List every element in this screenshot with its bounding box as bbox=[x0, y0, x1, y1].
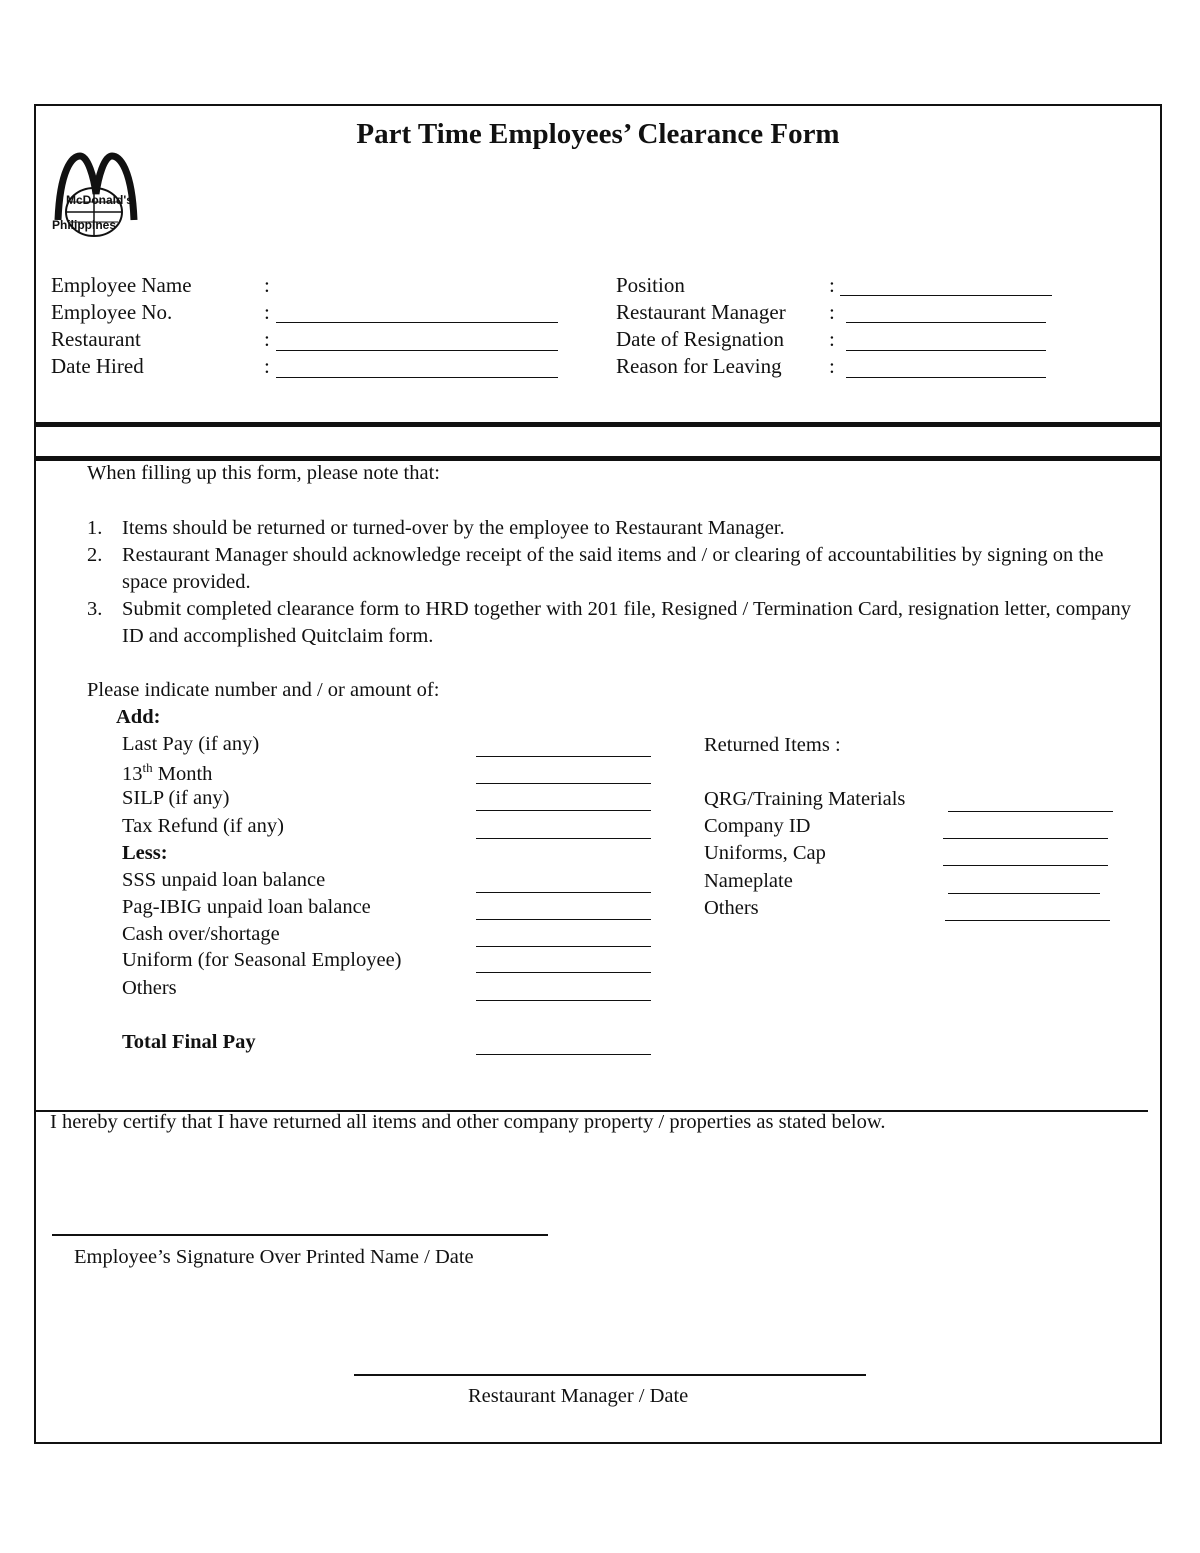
silp-field[interactable] bbox=[476, 810, 651, 811]
employee-no-field[interactable] bbox=[276, 322, 558, 323]
instruction-item: 1. Items should be returned or turned-over by the employee to Restaurant Manager. bbox=[87, 517, 785, 539]
position-colon: : bbox=[829, 273, 835, 297]
last-pay-field[interactable] bbox=[476, 756, 651, 757]
silp-label: SILP (if any) bbox=[122, 787, 230, 809]
returned-others-field[interactable] bbox=[945, 920, 1110, 921]
reason-for-leaving-colon: : bbox=[829, 354, 835, 378]
instructions-intro: When filling up this form, please note that: bbox=[87, 462, 440, 484]
amount-prompt: Please indicate number and / or amount of: bbox=[87, 679, 440, 701]
less-others-field[interactable] bbox=[476, 1000, 651, 1001]
13th-month-label: 13th Month bbox=[122, 760, 213, 785]
position-field[interactable] bbox=[840, 295, 1052, 296]
instruction-item: 3. Submit completed clearance form to HRD together with 201 file, Resigned / Termination Card, resignation letter, company ID and accomplished Quitclaim form. bbox=[87, 598, 1132, 647]
returned-items-label: Returned Items : bbox=[704, 734, 841, 756]
returned-others-label: Others bbox=[704, 897, 759, 919]
uniform-seasonal-field[interactable] bbox=[476, 972, 651, 973]
13th-month-field[interactable] bbox=[476, 783, 651, 784]
manager-signature-label: Restaurant Manager / Date bbox=[468, 1385, 689, 1407]
cash-shortage-field[interactable] bbox=[476, 946, 651, 947]
tax-refund-field[interactable] bbox=[476, 838, 651, 839]
employee-no-colon: : bbox=[264, 300, 270, 324]
date-of-resignation-label: Date of Resignation bbox=[616, 327, 784, 351]
section-divider-bottom bbox=[36, 456, 1160, 461]
pagibig-loan-field[interactable] bbox=[476, 919, 651, 920]
company-id-field[interactable] bbox=[943, 838, 1108, 839]
employee-signature-label: Employee’s Signature Over Printed Name / Date bbox=[74, 1246, 474, 1268]
nameplate-label: Nameplate bbox=[704, 870, 793, 892]
sss-loan-label: SSS unpaid loan balance bbox=[122, 869, 326, 891]
nameplate-field[interactable] bbox=[948, 893, 1100, 894]
restaurant-manager-colon: : bbox=[829, 300, 835, 324]
restaurant-field[interactable] bbox=[276, 350, 558, 351]
restaurant-manager-label: Restaurant Manager bbox=[616, 300, 786, 324]
less-label: Less: bbox=[122, 842, 168, 864]
position-label: Position bbox=[616, 273, 685, 297]
instruction-item: 2. Restaurant Manager should acknowledge receipt of the said items and / or clearing of accountabilities by signing on the space provided. bbox=[87, 544, 1104, 593]
pagibig-loan-label: Pag-IBIG unpaid loan balance bbox=[122, 896, 371, 918]
total-final-pay-label: Total Final Pay bbox=[122, 1031, 256, 1053]
date-hired-colon: : bbox=[264, 354, 270, 378]
manager-signature-line[interactable] bbox=[354, 1374, 866, 1376]
form-title: Part Time Employees’ Clearance Form bbox=[356, 118, 840, 150]
svg-text:McDonald's: McDonald's bbox=[66, 193, 133, 207]
date-hired-field[interactable] bbox=[276, 377, 558, 378]
restaurant-label: Restaurant bbox=[51, 327, 141, 351]
restaurant-colon: : bbox=[264, 327, 270, 351]
clearance-form bbox=[34, 104, 1162, 1444]
qrg-training-label: QRG/Training Materials bbox=[704, 788, 906, 810]
svg-text:Philippines: Philippines bbox=[52, 218, 117, 232]
uniforms-cap-label: Uniforms, Cap bbox=[704, 842, 826, 864]
cash-shortage-label: Cash over/shortage bbox=[122, 923, 280, 945]
sss-loan-field[interactable] bbox=[476, 892, 651, 893]
qrg-training-field[interactable] bbox=[948, 811, 1113, 812]
employee-name-colon: : bbox=[264, 273, 270, 297]
tax-refund-label: Tax Refund (if any) bbox=[122, 815, 284, 837]
date-of-resignation-field[interactable] bbox=[846, 350, 1046, 351]
add-label: Add: bbox=[116, 706, 161, 728]
employee-no-label: Employee No. bbox=[51, 300, 173, 324]
less-others-label: Others bbox=[122, 977, 177, 999]
total-final-pay-field[interactable] bbox=[476, 1054, 651, 1055]
restaurant-manager-field[interactable] bbox=[846, 322, 1046, 323]
employee-signature-line[interactable] bbox=[52, 1234, 548, 1236]
uniforms-cap-field[interactable] bbox=[943, 865, 1108, 866]
certify-text: I hereby certify that I have returned all items and other company property / properties as stated below. bbox=[50, 1111, 886, 1133]
mcdonalds-logo bbox=[50, 150, 156, 240]
reason-for-leaving-label: Reason for Leaving bbox=[616, 354, 782, 378]
date-of-resignation-colon: : bbox=[829, 327, 835, 351]
reason-for-leaving-field[interactable] bbox=[846, 377, 1046, 378]
section-divider-top bbox=[36, 422, 1160, 427]
uniform-seasonal-label: Uniform (for Seasonal Employee) bbox=[122, 949, 402, 971]
company-id-label: Company ID bbox=[704, 815, 811, 837]
date-hired-label: Date Hired bbox=[51, 354, 144, 378]
last-pay-label: Last Pay (if any) bbox=[122, 733, 260, 755]
instructions-list bbox=[87, 515, 1137, 650]
employee-name-label: Employee Name bbox=[51, 273, 192, 297]
